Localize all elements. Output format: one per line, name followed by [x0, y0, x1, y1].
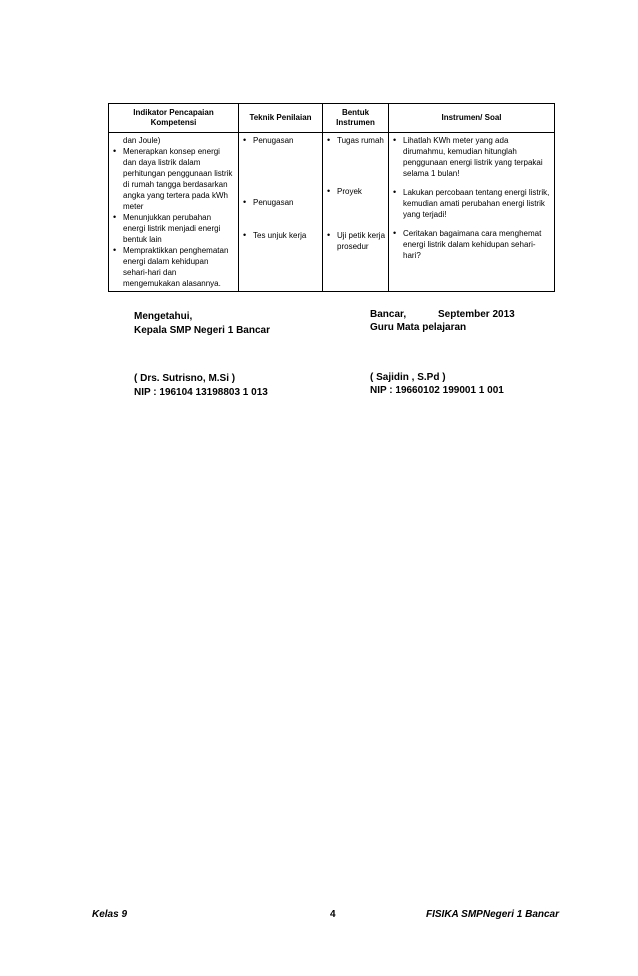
soal-item-1: • Lihatlah KWh meter yang ada dirumahmu, kemudian hitunglah penggunaan energi listrik yang terpakai selama 1 bulan! — [392, 135, 551, 179]
table-header-row — [109, 104, 555, 133]
indikator-item-3: • Mempraktikkan penghematan energi dalam kehidupan sehari-hari dan mengemukakan alasannya. — [112, 245, 235, 289]
soal-cell — [389, 133, 555, 292]
header-indikator: Indikator Pencapaian Kompetensi — [109, 104, 239, 133]
bentuk-list — [326, 135, 385, 252]
header-instrumen: Instrumen/ Soal — [389, 104, 555, 133]
header-teknik: Teknik Penilaian — [239, 104, 323, 133]
header-bentuk: Bentuk Instrumen — [323, 104, 389, 133]
teknik-item-2: • Penugasan — [242, 197, 319, 208]
indikator-item-2: • Menunjukkan perubahan energi listrik menjadi energi bentuk lain — [112, 212, 235, 245]
signature-right-date: September 2013 — [438, 309, 515, 320]
indikator-list — [112, 146, 235, 289]
assessment-table — [108, 103, 555, 292]
page-number: 4 — [330, 909, 336, 920]
bentuk-item-1: • Tugas rumah — [326, 135, 385, 146]
signature-left-nip: NIP : 196104 13198803 1 013 — [134, 387, 268, 398]
indikator-continuation: dan Joule) — [123, 136, 161, 145]
soal-item-3: • Ceritakan bagaimana cara menghemat energi listrik dalam kehidupan sehari-hari? — [392, 228, 551, 261]
signature-left-line1: Mengetahui, — [134, 311, 193, 322]
signature-right-role: Guru Mata pelajaran — [370, 322, 467, 333]
indikator-cell — [109, 133, 239, 292]
signature-left-line2: Kepala SMP Negeri 1 Bancar — [134, 325, 270, 336]
footer-subject-school: FISIKA SMPNegeri 1 Bancar — [426, 909, 560, 920]
teknik-cell — [239, 133, 323, 292]
bentuk-cell — [323, 133, 389, 292]
bentuk-item-3: • Uji petik kerja prosedur — [326, 230, 385, 252]
soal-list — [392, 135, 551, 261]
teknik-item-1: • Penugasan — [242, 135, 319, 146]
signature-right-nip: NIP : 19660102 199001 1 001 — [370, 385, 504, 396]
table-row — [109, 133, 555, 292]
teknik-list — [242, 135, 319, 241]
footer-class-label: Kelas 9 — [92, 909, 128, 920]
teknik-item-3: • Tes unjuk kerja — [242, 230, 319, 241]
signature-left-name: ( Drs. Sutrisno, M.Si ) — [134, 373, 236, 384]
bentuk-item-2: • Proyek — [326, 186, 385, 197]
signature-right-name: ( Sajidin , S.Pd ) — [370, 372, 446, 383]
signature-right-place: Bancar, — [370, 309, 407, 320]
soal-item-2: • Lakukan percobaan tentang energi listrik, kemudian amati perubahan energi listrik yang terjadi! — [392, 187, 551, 220]
indikator-item-1: • Menerapkan konsep energi dan daya listrik dalam perhitungan penggunaan listrik di rumah tangga berdasarkan angka yang tertera pada kWh meter — [112, 146, 235, 212]
